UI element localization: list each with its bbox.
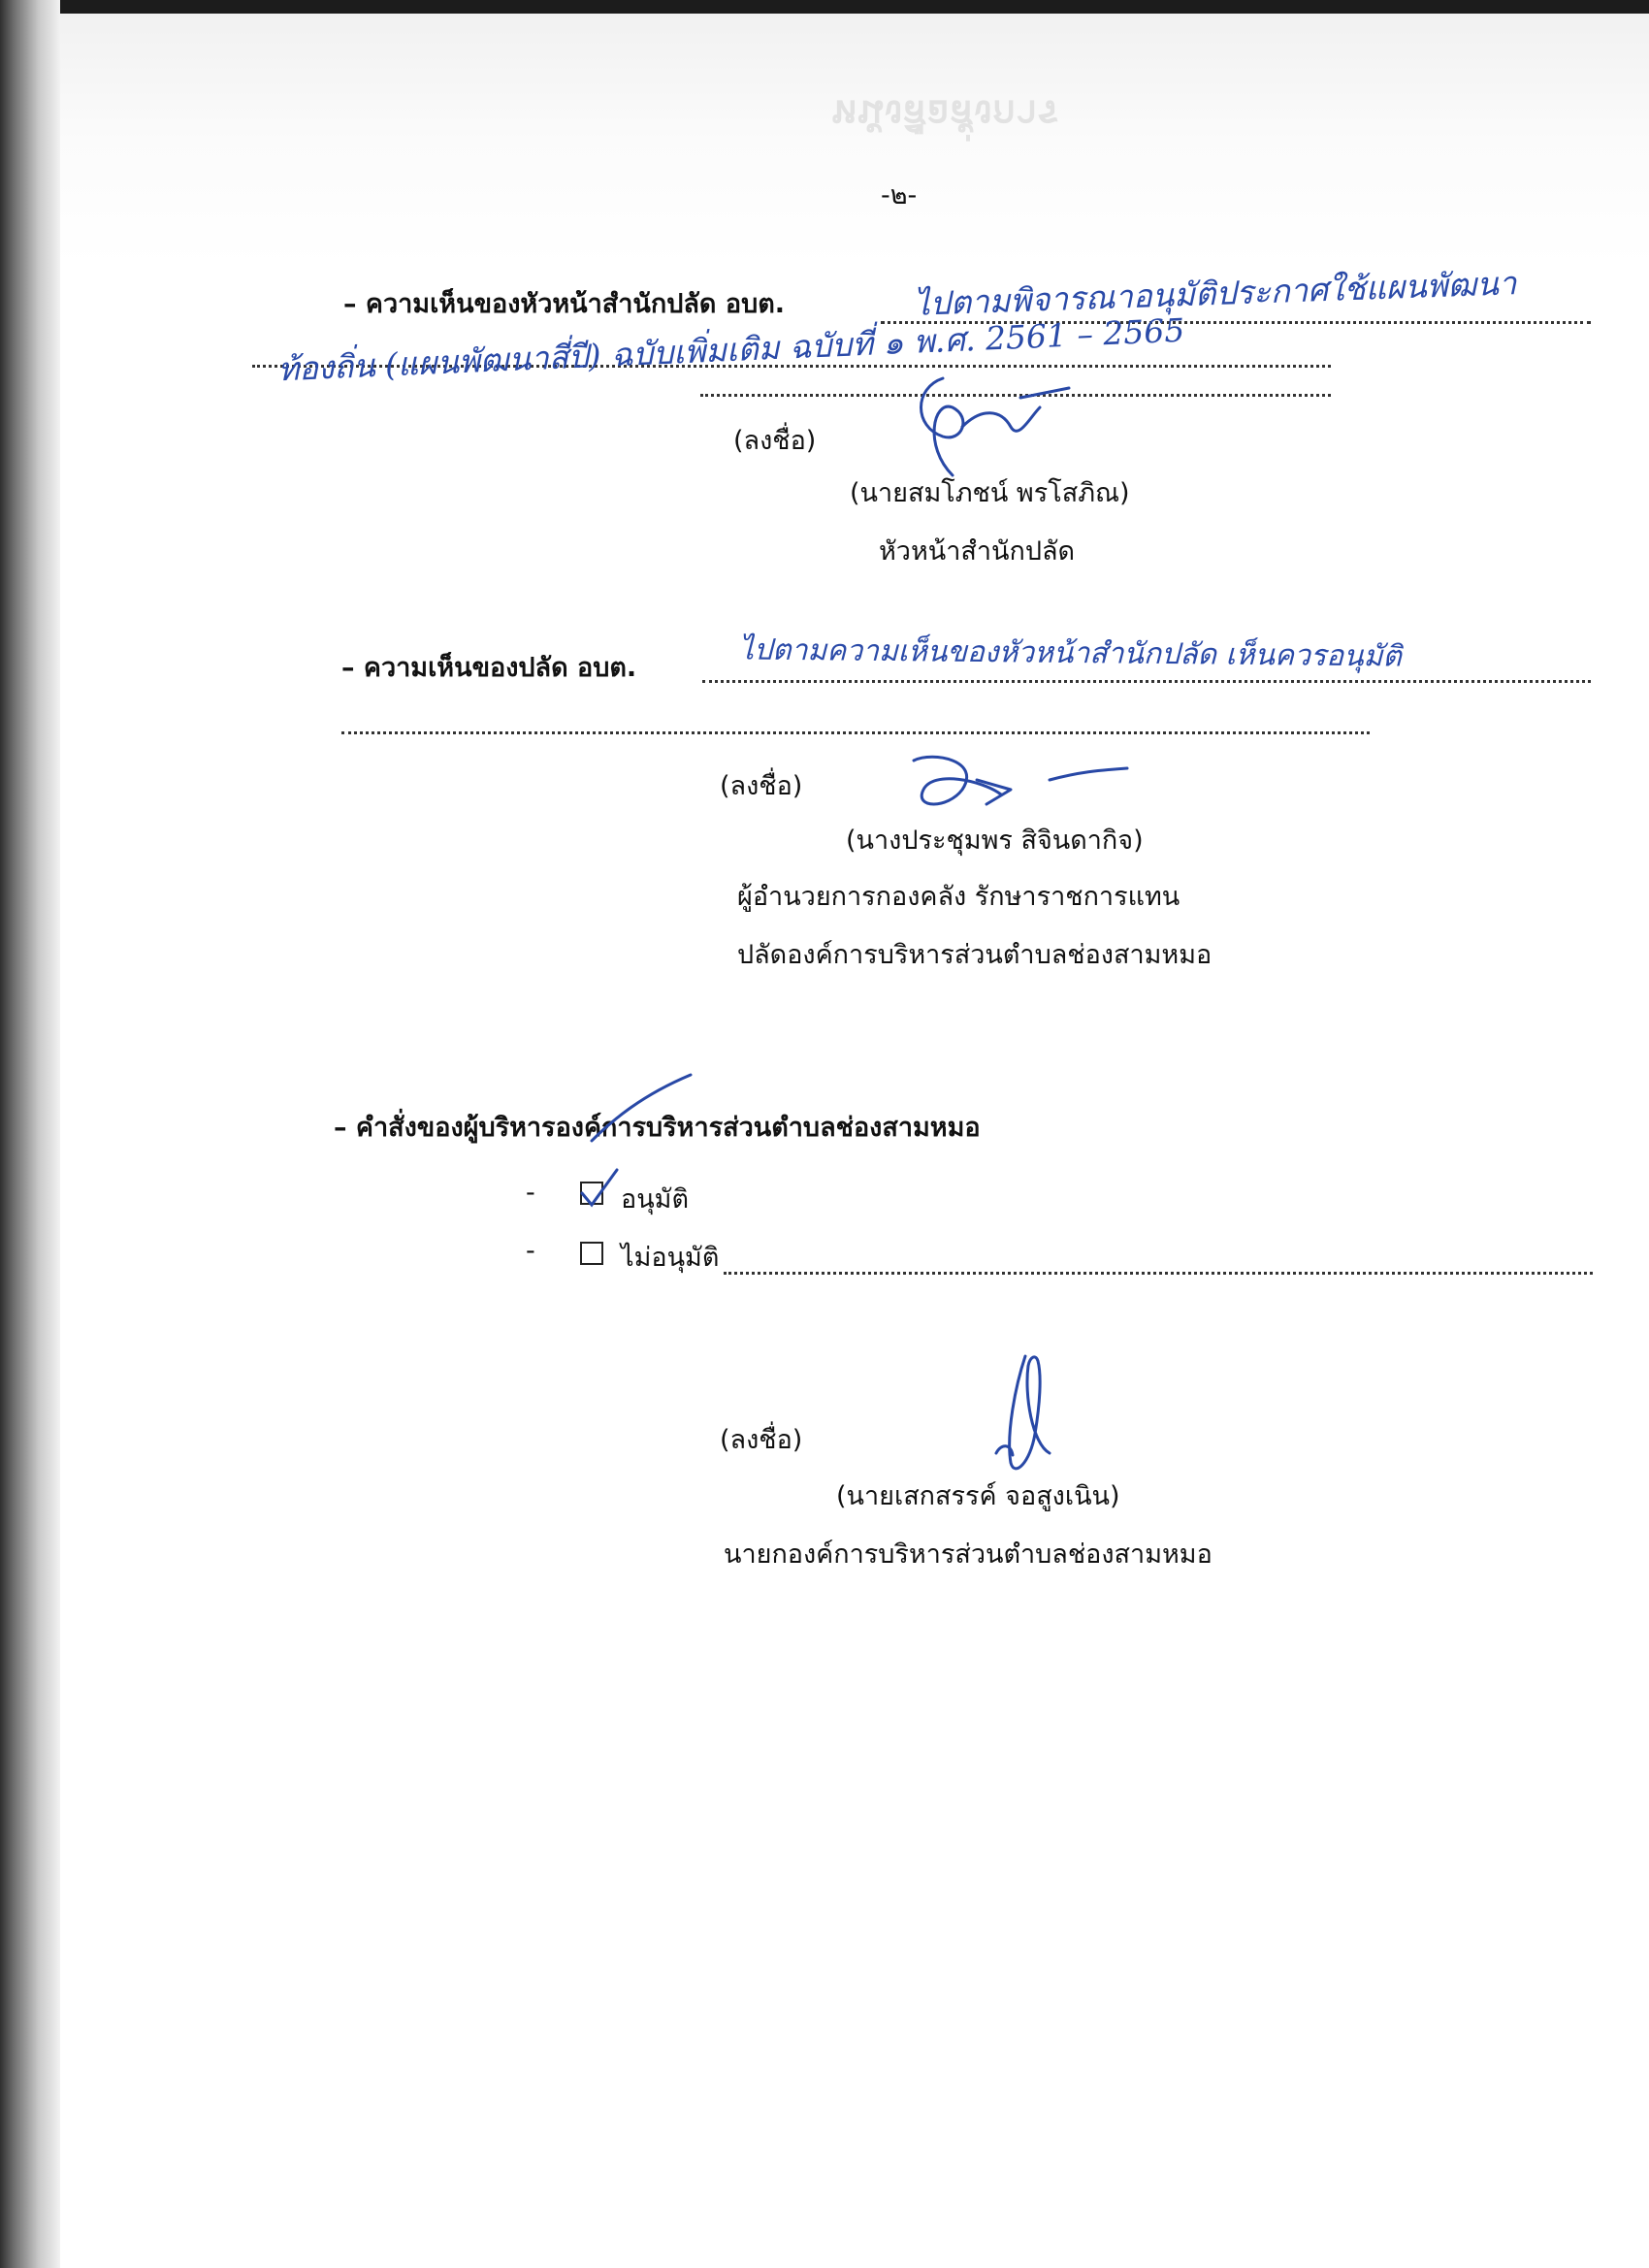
approve-check-mark-icon — [574, 1166, 623, 1215]
chief-admin-position-2: ปลัดองค์การบริหารส่วนตำบลช่องสามหมอ — [737, 940, 1212, 970]
head-clerk-sign-label: (ลงชื่อ) — [733, 426, 817, 456]
head-clerk-opinion-label: – ความเห็นของหัวหน้าสำนักปลัด อบต. — [343, 289, 786, 319]
executive-order-label: – คำสั่งของผู้บริหารองค์การบริหารส่วนตำบลช่องสามหมอ — [334, 1113, 981, 1143]
chief-admin-sign-label: (ลงชื่อ) — [720, 771, 803, 801]
head-clerk-name: (นายสมโภชน์ พรโสภิณ) — [850, 478, 1130, 508]
scan-top-edge — [0, 0, 1649, 14]
disapprove-option-label: ไม่อนุมัติ — [621, 1243, 720, 1273]
bleed-through-text: หนังสือสั่งการ — [831, 91, 1058, 136]
disapprove-bullet: - — [526, 1236, 535, 1266]
executive-position: นายกองค์การบริหารส่วนตำบลช่องสามหมอ — [724, 1539, 1212, 1570]
scan-left-edge — [0, 0, 60, 2268]
chief-admin-dotted-line-2 — [341, 731, 1370, 734]
executive-name: (นายเสกสรรค์ จอสูงเนิน) — [836, 1481, 1120, 1511]
chief-admin-opinion-label: – ความเห็นของปลัด อบต. — [341, 653, 637, 683]
chief-admin-name: (นางประชุมพร สิจินดากิจ) — [846, 826, 1144, 856]
executive-order-pen-stroke — [584, 1071, 700, 1149]
executive-signature — [982, 1346, 1069, 1482]
disapprove-dotted-line — [724, 1272, 1593, 1275]
disapprove-checkbox[interactable] — [580, 1242, 603, 1265]
approve-bullet: - — [526, 1178, 535, 1208]
chief-admin-handwriting: ไปตามความเห็นของหัวหน้าสำนักปลัด เห็นควรอนุมัติ — [738, 632, 1403, 674]
head-clerk-signature — [904, 359, 1127, 485]
document-page — [60, 14, 1649, 2268]
chief-admin-dotted-line-1 — [702, 680, 1591, 683]
approve-option-label: อนุมัติ — [621, 1184, 690, 1215]
chief-admin-position-1: ผู้อำนวยการกองคลัง รักษาราชการแทน — [737, 882, 1180, 912]
page-number: -๒- — [881, 180, 918, 211]
head-clerk-position: หัวหน้าสำนักปลัด — [879, 536, 1076, 567]
head-clerk-handwriting-2: ท้องถิ่น (แผนพัฒนาสี่ปี) ฉบับเพิ่มเติม ฉบับที่ ๑ พ.ศ. 2561 – 2565 — [276, 310, 1186, 389]
executive-sign-label: (ลงชื่อ) — [720, 1425, 803, 1455]
head-clerk-handwriting-1: ไปตามพิจารณาอนุมัติประกาศใช้แผนพัฒนา — [913, 264, 1517, 323]
